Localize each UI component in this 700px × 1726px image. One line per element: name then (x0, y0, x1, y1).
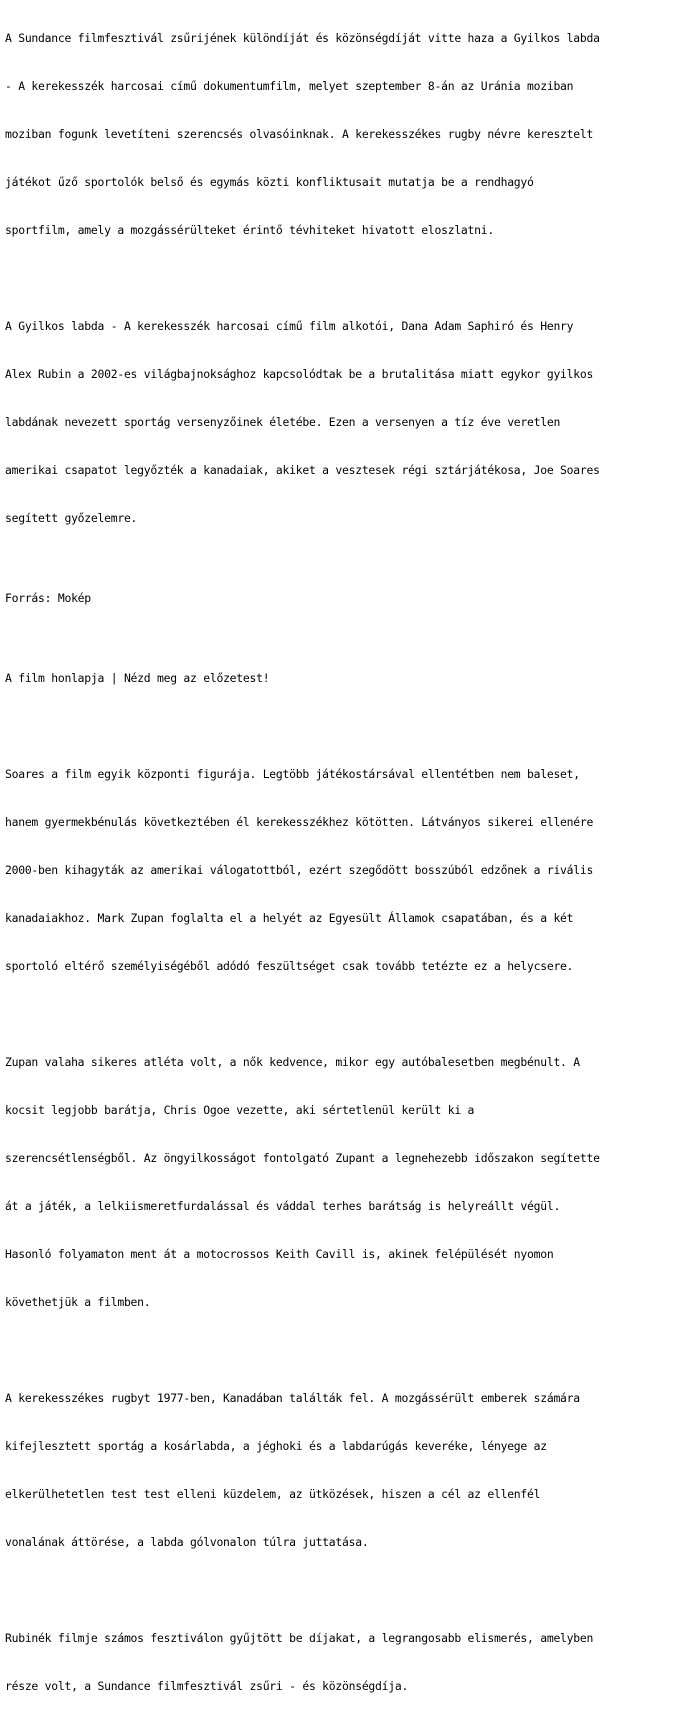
text-line: Soares a film egyik központi figurája. Legtöbb játékostársával ellentétben nem baleset, (5, 767, 580, 781)
text-line: kifejlesztett sportág a kosárlabda, a jéghoki és a labdarúgás keveréke, lényege az (5, 1439, 547, 1453)
text-line: sportfilm, amely a mozgássérülteket érintő tévhiteket hivatott eloszlatni. (5, 223, 494, 237)
source-credit: Forrás: Mokép (5, 591, 91, 605)
text-line: át a játék, a lelkiismeretfurdalással és váddal terhes barátság is helyreállt végül. (5, 1199, 561, 1213)
paragraph-intro (5, 0, 697, 270)
paragraph-rugby (5, 1358, 697, 1582)
text-line: segített győzelemre. (5, 511, 138, 525)
text-line: 2000-ben kihagyták az amerikai válogatottból, ezért szegődött bosszúból edzőnek a rivális (5, 863, 594, 877)
text-line: amerikai csapatot legyőzték a kanadaiak, akiket a vesztesek régi sztárjátékosa, Joe Soares (5, 463, 600, 477)
text-line: része volt, a Sundance filmfesztivál zsűri - és közönségdíja. (5, 1679, 409, 1693)
text-line: A kerekesszékes rugbyt 1977-ben, Kanadában találták fel. A mozgássérült emberek számára (5, 1391, 580, 1405)
paragraph-awards (5, 1598, 697, 1726)
text-line: játékot űző sportolók belső és egymás közti konfliktusait mutatja be a rendhagyó (5, 175, 534, 189)
text-line: Alex Rubin a 2002-es világbajnoksághoz kapcsolódtak be a brutalitása miatt egykor gyilkos (5, 367, 594, 381)
text-line: A Gyilkos labda - A kerekesszék harcosai című film alkotói, Dana Adam Saphiró és Henry (5, 319, 574, 333)
text-line: Zupan valaha sikeres atléta volt, a nők kedvence, mikor egy autóbalesetben megbénult. A (5, 1055, 580, 1069)
text-line: sportoló eltérő személyiségéből adódó feszültséget csak tovább tetézte ez a helycsere. (5, 959, 574, 973)
text-line: Rubinék filmje számos fesztiválon gyűjtött be díjakat, a legrangosabb elismerés, amelyben (5, 1631, 594, 1645)
film-links-line (5, 670, 697, 686)
text-line: kocsit legjobb barátja, Chris Ogoe vezette, aki sértetlenül került ki a (5, 1103, 475, 1117)
homepage-link[interactable]: A film honlapja (5, 671, 105, 685)
text-line: vonalának áttörése, a labda gólvonalon túlra juttatása. (5, 1535, 369, 1549)
text-line: hanem gyermekbénulás következtében él kerekesszékhez kötötten. Látványos sikerei ellenére (5, 815, 594, 829)
paragraph-creators (5, 286, 697, 558)
article (5, 0, 697, 1726)
text-line: követhetjük a filmben. (5, 1295, 151, 1309)
film-links (5, 638, 697, 718)
text-line: A Sundance filmfesztivál zsűrijének különdíját és közönségdíját vitte haza a Gyilkos labda (5, 31, 600, 45)
trailer-link[interactable]: Nézd meg az előzetest! (123, 671, 270, 685)
text-line: elkerülhetetlen test test elleni küzdelem, az ütközések, hiszen a cél az ellenfél (5, 1487, 541, 1501)
text-line: moziban fogunk levetíteni szerencsés olvasóinknak. A kerekesszékes rugby névre keresztelt (5, 127, 594, 141)
text-line: - A kerekesszék harcosai című dokumentumfilm, melyet szeptember 8-án az Uránia moziban (5, 79, 574, 93)
text-line: kanadaiakhoz. Mark Zupan foglalta el a helyét az Egyesült Államok csapatában, és a két (5, 911, 574, 925)
paragraph-soares (5, 734, 697, 1006)
text-line: szerencsétlenségből. Az öngyilkosságot fontolgató Zupant a legnehezebb időszakon segítette (5, 1151, 600, 1165)
text-line: labdának nevezett sportág versenyzőinek életébe. Ezen a versenyen a tíz éve veretlen (5, 415, 561, 429)
text-line: Hasonló folyamaton ment át a motocrossos Keith Cavill is, akinek felépülését nyomon (5, 1247, 554, 1261)
links-separator: | (104, 671, 124, 685)
paragraph-zupan (5, 1022, 697, 1342)
image-source-caption (5, 558, 697, 638)
